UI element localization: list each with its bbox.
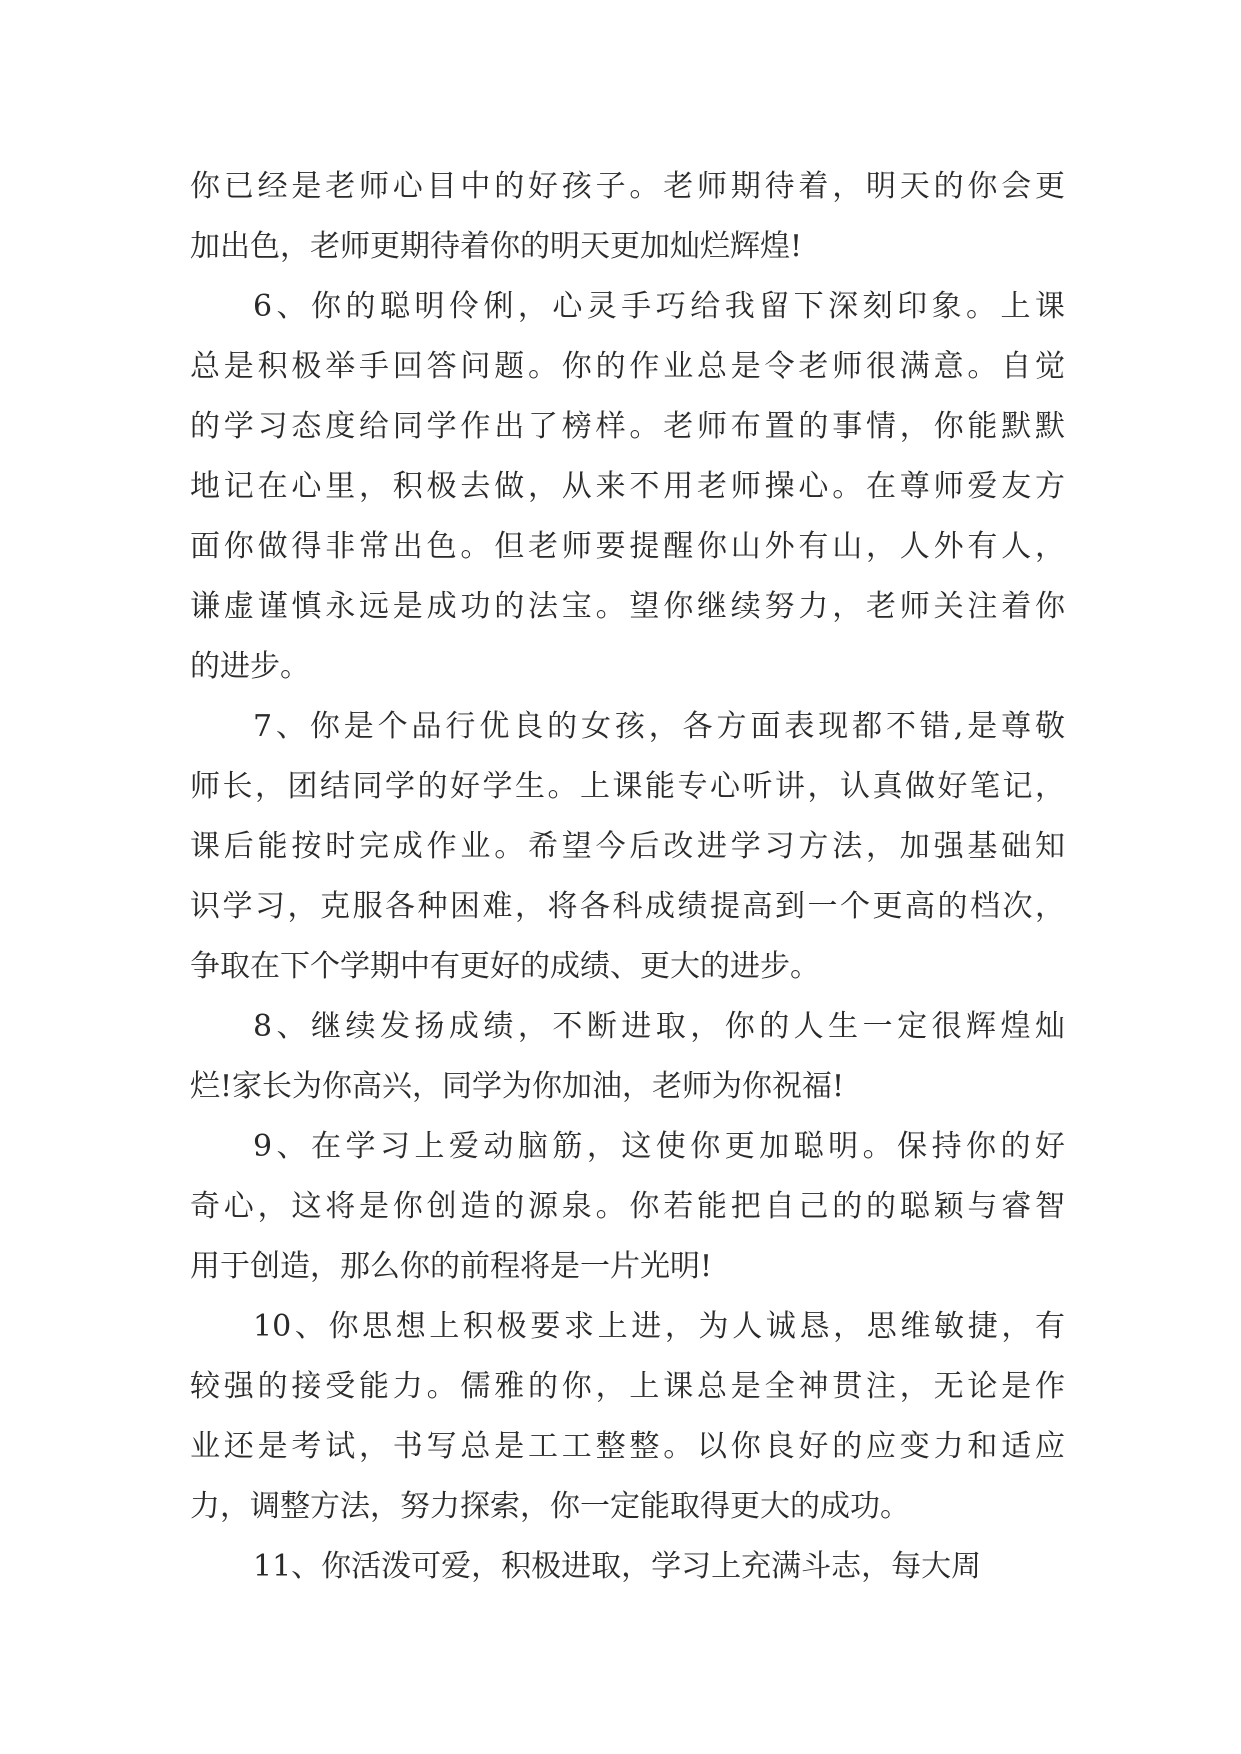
- text-line: 用于创造，那么你的前程将是一片光明!: [190, 1249, 713, 1284]
- text-line: 课后能按时完成作业。希望今后改进学习方法，加强基础知: [190, 829, 1065, 864]
- text-line: 10、你思想上积极要求上进，为人诚恳，思维敏捷，有: [253, 1309, 1065, 1344]
- paragraph: [190, 697, 1065, 997]
- text-line: 9、在学习上爱动脑筋，这使你更加聪明。保持你的好: [253, 1129, 1065, 1164]
- text-line: 较强的接受能力。儒雅的你，上课总是全神贯注，无论是作: [190, 1369, 1065, 1404]
- text-line: 11、你活泼可爱，积极进取，学习上充满斗志，每大周: [253, 1549, 982, 1584]
- text-line: 识学习，克服各种困难，将各科成绩提高到一个更高的档次，: [190, 889, 1065, 924]
- text-line: 的进步。: [190, 649, 310, 684]
- text-line: 8、继续发扬成绩，不断进取，你的人生一定很辉煌灿: [253, 1009, 1065, 1044]
- paragraph: [190, 1117, 1065, 1297]
- paragraph: [190, 277, 1065, 697]
- text-line: 谦虚谨慎永远是成功的法宝。望你继续努力，老师关注着你: [190, 589, 1065, 624]
- text-line: 奇心，这将是你创造的源泉。你若能把自己的的聪颖与睿智: [190, 1189, 1065, 1224]
- paragraph: [190, 997, 1065, 1117]
- text-line: 你已经是老师心目中的好孩子。老师期待着，明天的你会更: [190, 169, 1065, 204]
- text-line: 力，调整方法，努力探索，你一定能取得更大的成功。: [190, 1489, 910, 1524]
- text-line: 的学习态度给同学作出了榜样。老师布置的事情，你能默默: [190, 409, 1065, 444]
- text-line: 业还是考试，书写总是工工整整。以你良好的应变力和适应: [190, 1429, 1065, 1464]
- text-line: 加出色，老师更期待着你的明天更加灿烂辉煌!: [190, 229, 803, 264]
- text-line: 烂!家长为你高兴，同学为你加油，老师为你祝福!: [190, 1069, 845, 1104]
- text-line: 争取在下个学期中有更好的成绩、更大的进步。: [190, 949, 820, 984]
- paragraph: [190, 1297, 1065, 1537]
- paragraph: [190, 1537, 1065, 1597]
- text-line: 总是积极举手回答问题。你的作业总是令老师很满意。自觉: [190, 349, 1065, 384]
- paragraph: [190, 157, 1065, 277]
- text-line: 地记在心里，积极去做，从来不用老师操心。在尊师爱友方: [190, 469, 1065, 504]
- text-line: 6、你的聪明伶俐，心灵手巧给我留下深刻印象。上课: [253, 289, 1065, 324]
- document-body: [190, 157, 1065, 1597]
- text-line: 面你做得非常出色。但老师要提醒你山外有山，人外有人，: [190, 529, 1065, 564]
- text-line: 7、你是个品行优良的女孩，各方面表现都不错,是尊敬: [253, 709, 1065, 744]
- text-line: 师长，团结同学的好学生。上课能专心听讲，认真做好笔记，: [190, 769, 1065, 804]
